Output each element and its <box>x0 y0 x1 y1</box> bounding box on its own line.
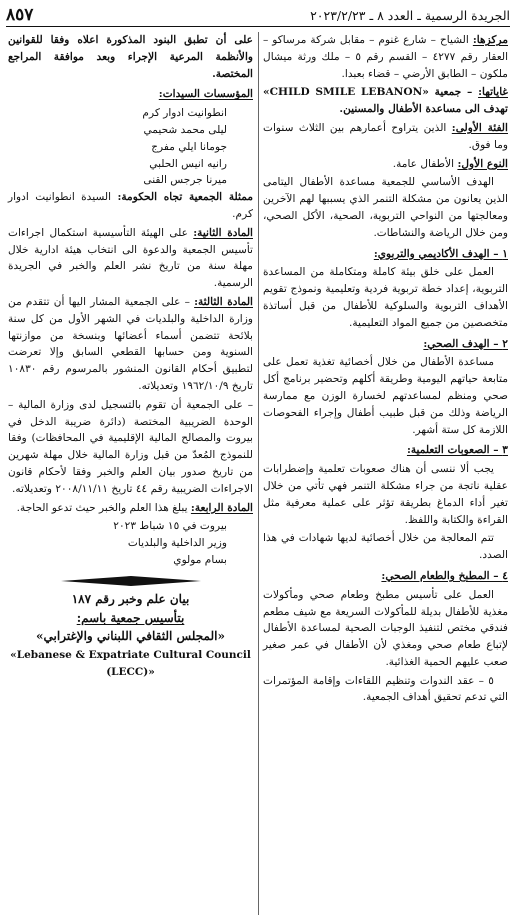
founder-name: ليلى محمد شحيمي <box>143 123 227 136</box>
representative-paragraph <box>8 189 253 223</box>
goal4-heading: ٤ – المطبخ والطعام الصحي: <box>381 569 508 582</box>
notice-subtitle: بتأسيس جمعية باسم: <box>76 610 185 625</box>
founder-name: جومانا ايلي مفرج <box>151 140 227 153</box>
article2-paragraph <box>8 225 253 292</box>
founder-name: رانيه انيس الحلبي <box>149 157 227 170</box>
type-label: النوع الأول: <box>457 157 508 170</box>
article2-label: المادة الثانية: <box>193 226 253 239</box>
page-number: ٨٥٧ <box>6 5 34 25</box>
intro-text: على أن تطبق البنود المذكورة اعلاه وفقا للقوانين والأنظمة المرعية الإجراء وبعد موافقة المراجع المختصة. <box>8 34 253 80</box>
type-text: الأطفال عامة. <box>392 157 455 170</box>
article4-label: المادة الرابعة: <box>190 501 253 514</box>
association-abbreviation: (LECC)» <box>106 665 155 678</box>
aims-label: غاياتها: <box>478 86 508 99</box>
hq-label: مركزها: <box>472 34 508 46</box>
goal2-text: مساعدة الأطفال من خلال أخصائية تغذية تعمل على متابعة حياتهم اليومية وطريقة أكلهم وتحضير برنامج أكل صحي ومنظم لمساعدتهم لخسارة الوزن مع ممارسة الرياضة وذلك من قبل طبيب أطفال وإجراء الفحوصات اللازمة كل ستة أشهر. <box>263 356 508 436</box>
representative-text: السيدة انطوانيت ادوار كرم. <box>8 191 253 220</box>
article3-label: المادة الثالثة: <box>194 295 253 308</box>
goal3-heading: ٣ – الصعوبات التعلمية: <box>406 444 508 457</box>
left-column <box>8 32 253 681</box>
goal2-heading: ٢ – الهدف الصحي: <box>423 337 508 350</box>
article4-text: يبلغ هذا العلم والخبر حيث تدعو الحاجة. <box>16 501 188 514</box>
aims-text: – جمعية «CHILD SMILE LEBANON» تهدف الى مساعدة الأطفال والمسنين. <box>263 86 508 116</box>
signature-title: وزير الداخلية والبلديات <box>127 537 227 550</box>
goal3-text: يجب ألا ننسى أن هناك صعوبات تعلمية وإضطرابات عقلية ناتجة من جراء مشكلة التنمر فهي تأتي من خلال تغير أداء الدماغ بطريقة تؤثر على عملية معرفية مثل القراءة والكتابة واللفظ. <box>263 463 508 526</box>
signature-name: بسام مولوي <box>173 553 227 566</box>
goal3-text2: تتم المعالجة من خلال أخصائية لديها شهادات في هذا الصدد. <box>263 532 508 562</box>
founders-label: المؤسسات السيدات: <box>158 88 253 101</box>
main-goal-text: الهدف الأساسي للجمعية مساعدة الأطفال اليتامى الذين يعانون من مشكلة التنمر الذي يسببها لهم الآخرين ومعالجتها من النواحي التربوية، الصحية، الأكل الصحي، ومن خلال الرياضة والنشاطات. <box>263 176 508 239</box>
category-text: الذين يتراوح أعمارهم بين الثلاث سنوات وما فوق. <box>263 121 508 151</box>
running-title: الجريدة الرسمية ـ العدد ٨ ـ ٢٠٢٣/٢/٢٣ <box>310 7 510 23</box>
right-column <box>263 32 508 708</box>
aims-paragraph <box>263 84 508 118</box>
association-name-english: «Lebanese & Expatriate Cultural Council <box>10 649 251 662</box>
association-name-arabic: «المجلس الثقافي اللبناني والإغترابي» <box>36 629 225 644</box>
signature-date: بيروت في ١٥ شباط ٢٠٢٣ <box>113 520 227 533</box>
goal1-text: العمل على خلق بيئة كاملة ومتكاملة من المساعدة التربوية، إعداد خطة تربوية فردية وتعليمية ونموذج تقويم الأهداف التربوية والسلوكية للأطفال من قبل أساتذة متخصصين من جميع المواد التعليمية. <box>263 266 508 329</box>
founder-name: انطوانيت ادوار كرم <box>142 107 227 120</box>
founder-name: ميرنا جرجس القنى <box>143 174 227 187</box>
section-ornament <box>8 575 253 587</box>
type-paragraph <box>263 156 508 173</box>
page-header <box>6 4 510 27</box>
category-paragraph <box>263 120 508 154</box>
article4-paragraph <box>8 500 253 517</box>
goal1-heading: ١ – الهدف الأكاديمي والتربوي: <box>373 247 508 260</box>
column-divider <box>258 32 259 915</box>
category-label: الفئة الأولى: <box>451 121 508 134</box>
hq-text: الشياح – شارع غنوم – مقابل شركة مرساكو – العقار رقم ٤٢٧٧ – القسم رقم ٥ – ملك ورثة ميشال ملكون – الطابق الأرضي – قضاء بعبدا. <box>263 34 509 80</box>
ornament-divider-icon <box>61 575 201 587</box>
article3-text2: – على الجمعية أن تقوم بالتسجيل لدى وزارة المالية – الوحدة الضريبية المختصة (دائرة ضريبة الدخل في بيروت والمصالح المالية الإقليمية في المحافظات) وفقا للنموذج المُعدّ من قبل وزارة المالية خلال مهلة شهرين من تاريخ صدور بيان العلم والخبر وفقا لأحكام قانون الاجراءات الضريبية رقم ٤٤ تاريخ ٢٠٠٨/١١/١١ وتعديلاته. <box>8 398 253 495</box>
article3-text: – على الجمعية المشار اليها أن تتقدم من وزارة الداخلية والبلديات في الشهر الأول من كل سنة بلائحة تتضمن أسماء أعضائها وبنسخة من موازنتها السنوية ومن حسابها القطعي السابق وإلا تعرضت لتطبيق أحكام القانون المنشور بالمرسوم رقم ١٠٨٣٠ تاريخ ١٩٦٢/١٠/٩ وتعديلاته. <box>8 295 253 392</box>
hq-paragraph <box>263 32 508 82</box>
article2-text: على الهيئة التأسيسية استكمال اجراءات تأسيس الجمعية والدعوة الى انتخاب هيئة ادارية خلال مهلة سنة من تاريخ نشر العلم والخبر في الجريدة الرسمية. <box>8 226 253 290</box>
goal4-text: العمل على تأسيس مطبخ وطعام صحي ومأكولات مغذية للأطفال بديلة للمأكولات السريعة مع شيف مطعم فندقي مختص لتنفيذ الوجبات الصحية لمساعدة الأطفال لإتباع طعام صحي ومغذي لأن الأطفال في عمر صغير صعب عليهم الحمية الغذائية. <box>263 588 508 668</box>
founders-list <box>8 105 253 189</box>
notice-title: بيان علم وخبر رقم ١٨٧ <box>71 591 190 606</box>
goal5-text: ٥ – عقد الندوات وتنظيم اللقاءات وإقامة المؤتمرات التي تدعم تحقيق أهداف الجمعية. <box>263 674 508 704</box>
article3-paragraph <box>8 294 253 395</box>
representative-label: ممثلة الجمعية تجاه الحكومة: <box>117 191 254 204</box>
